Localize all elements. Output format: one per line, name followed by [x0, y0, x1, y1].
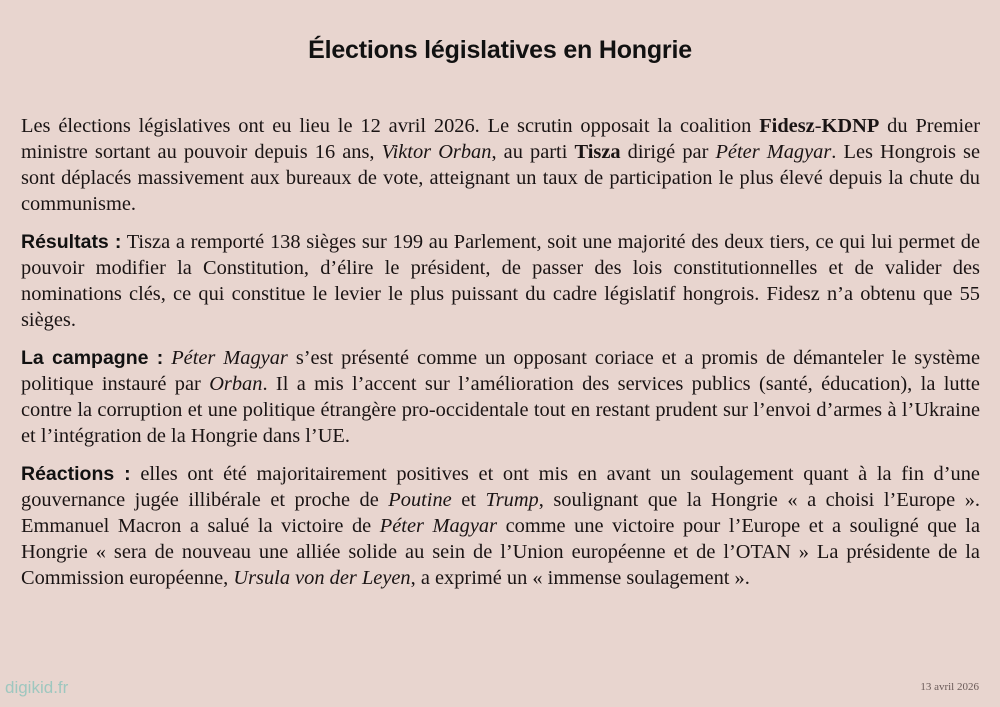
party-tisza: Tisza	[574, 141, 621, 163]
name-trump: Trump	[485, 489, 539, 511]
page-title: Élections législatives en Hongrie	[308, 36, 692, 64]
reactions-paragraph: Réactions : elles ont été majoritairement positives et ont mis en avant un soulagement quant à la fin d’une gouvernance jugée illibérale et proche de Poutine et Trump, soulignant que la Hongrie « a choisi l’Europe ». Emmanuel Macron a salué la victoire de Péter Magyar comme une victoire pour l’Europe et a souligné que la Hongrie « sera de nouveau une alliée solide au sein de l’Union européenne et de l’OTAN » La présidente de la Commission européenne, Ursula von der Leyen, a exprimé un « immense soulagement ».	[21, 463, 980, 589]
article-body	[21, 113, 980, 603]
name-peter-magyar: Péter Magyar	[379, 515, 498, 537]
brand-logo: digikid.fr	[5, 678, 69, 697]
publication-date: 13 avril 2026	[920, 681, 979, 693]
campagne-heading: La campagne :	[21, 347, 164, 369]
campagne-paragraph: La campagne : Péter Magyar s’est présenté comme un opposant coriace et a promis de démanteler le système politique instauré par Orban. Il a mis l’accent sur l’amélioration des services publics (santé, éducation), la lutte contre la corruption et une politique étrangère pro-occidentale tout en restant prudent sur l’envoi d’armes à l’Ukraine et l’intégration de la Hongrie dans l’UE.	[21, 347, 981, 447]
name-orban: Orban	[209, 373, 263, 395]
reactions-heading: Réactions :	[21, 463, 131, 485]
name-poutine: Poutine	[388, 489, 452, 511]
name-peter-magyar: Péter Magyar	[715, 141, 832, 163]
resultats-paragraph: Résultats : Tisza a remporté 138 sièges sur 199 au Parlement, soit une majorité des deux tiers, ce qui lui permet de pouvoir modifier la Constitution, d’élire le président, de passer des lois constitutionnelles et de valider des nominations clés, ce qui constitue le levier le plus puissant du cadre législatif hongrois. Fidesz n’a obtenu que 55 sièges.	[21, 231, 980, 331]
party-kdnp: KDNP	[821, 115, 880, 137]
intro-paragraph: Les élections législatives ont eu lieu le 12 avril 2026. Le scrutin opposait la coalition Fidesz-KDNP du Premier ministre sortant au pouvoir depuis 16 ans, Viktor Orban, au parti Tisza dirigé par Péter Magyar. Les Hongrois se sont déplacés massivement aux bureaux de vote, atteignant un taux de participation le plus élevé depuis la chute du communisme.	[21, 115, 981, 215]
name-ursula-von-der-leyen: Ursula von der Leyen	[233, 567, 411, 589]
party-fidesz: Fidesz	[759, 115, 815, 137]
name-peter-magyar: Péter Magyar	[171, 347, 288, 369]
resultats-heading: Résultats :	[21, 231, 122, 253]
name-viktor-orban: Viktor Orban	[381, 141, 492, 163]
